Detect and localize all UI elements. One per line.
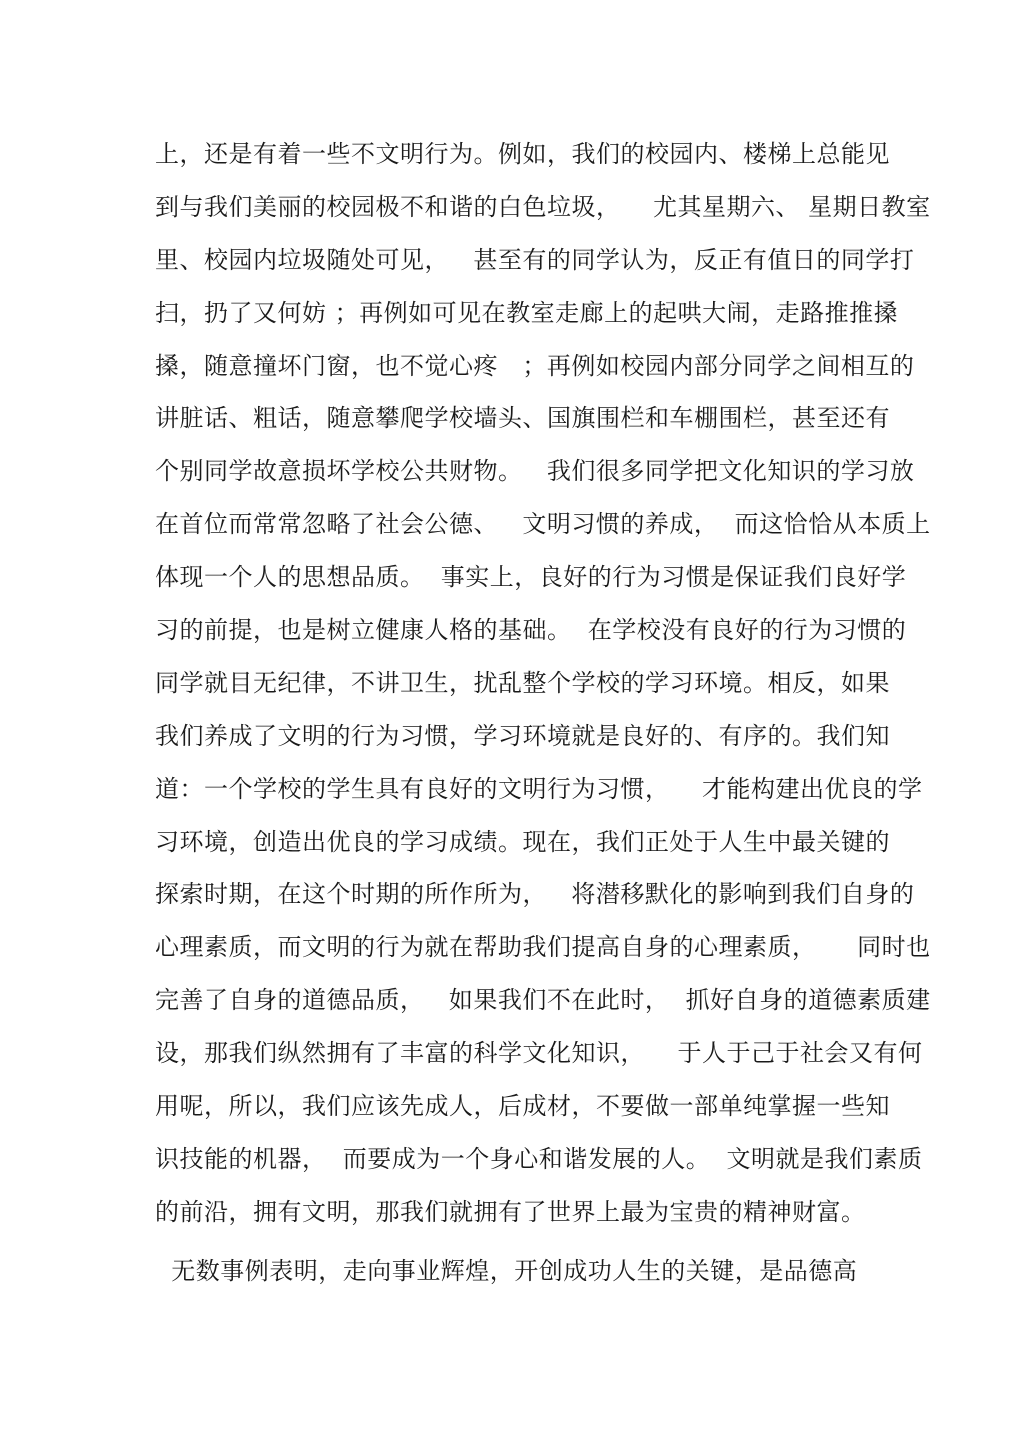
text-line: 里、校园内垃圾随处可见， 甚至有的同学认为，反正有值日的同学打 [155,245,915,274]
text-line: 的前沿，拥有文明，那我们就拥有了世界上最为宝贵的精神财富。 [155,1197,866,1226]
text-line: 习的前提，也是树立健康人格的基础。 在学校没有良好的行为习惯的 [155,616,907,645]
text-line: 讲脏话、粗话，随意攀爬学校墙头、国旗围栏和车棚围栏，甚至还有 [155,404,890,433]
text-line: 用呢，所以，我们应该先成人，后成材，不要做一部单纯掌握一些知 [155,1092,890,1121]
text-line: 体现一个人的思想品质。 事实上，良好的行为习惯是保证我们良好学 [155,563,907,592]
text-line: 心理素质，而文明的行为就在帮助我们提高自身的心理素质， 同时也 [155,933,931,962]
text-line: 探索时期，在这个时期的所作所为， 将潜移默化的影响到我们自身的 [155,880,915,909]
text-line: 习环境，创造出优良的学习成绩。现在，我们正处于人生中最关键的 [155,827,890,856]
text-line: 道：一个学校的学生具有良好的文明行为习惯， 才能构建出优良的学 [155,774,923,803]
text-line: 个别同学故意损坏学校公共财物。 我们很多同学把文化知识的学习放 [155,457,915,486]
text-line: 完善了自身的道德品质， 如果我们不在此时， 抓好自身的道德素质建 [155,986,931,1015]
text-line: 扫，扔了又何妨 ；再例如可见在教室走廊上的起哄大闹，走路推推搡 [155,298,899,327]
text-line: 同学就目无纪律，不讲卫生，扰乱整个学校的学习环境。相反，如果 [155,668,890,697]
text-line: 我们养成了文明的行为习惯，学习环境就是良好的、有序的。我们知 [155,721,890,750]
text-line: 上，还是有着一些不文明行为。例如，我们的校园内、楼梯上总能见 [155,140,890,168]
text-line: 搡，随意撞坏门窗，也不觉心疼 ；再例如校园内部分同学之间相互的 [155,351,915,380]
text-line: 到与我们美丽的校园极不和谐的白色垃圾， 尤其星期六、 星期日教室 [155,192,931,221]
body-text [155,134,931,1304]
text-line: 识技能的机器， 而要成为一个身心和谐发展的人。 文明就是我们素质 [155,1144,923,1173]
text-line: 设，那我们纵然拥有了丰富的科学文化知识， 于人于己于社会又有何 [155,1039,923,1068]
text-line: 在首位而常常忽略了社会公德、 文明习惯的养成， 而这恰恰从本质上 [155,510,931,539]
paragraph-first-line: 无数事例表明，走向事业辉煌，开创成功人生的关键，是品德高 [155,1256,858,1285]
